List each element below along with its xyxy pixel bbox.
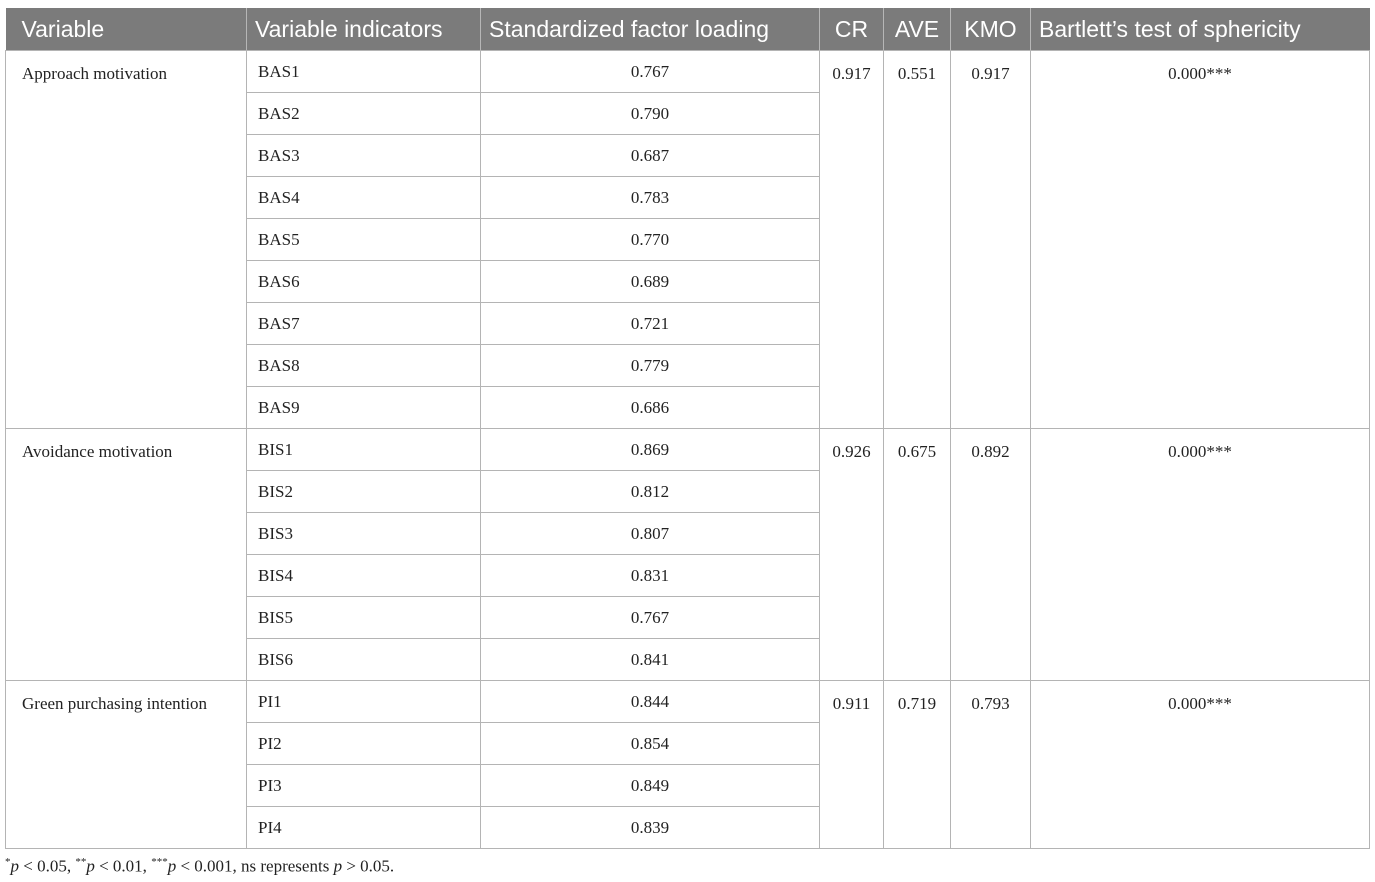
- header-bartlett-test: Bartlett’s test of sphericity: [1031, 8, 1370, 51]
- factor-loading-cell: 0.812: [481, 471, 820, 513]
- variable-name-cell: Green purchasing intention: [6, 681, 247, 849]
- header-row: [6, 8, 1370, 51]
- reliability-validity-table: [5, 8, 1370, 849]
- factor-loading-cell: 0.767: [481, 51, 820, 93]
- factor-loading-cell: 0.779: [481, 345, 820, 387]
- cr-cell: 0.917: [820, 51, 884, 429]
- factor-loading-cell: 0.854: [481, 723, 820, 765]
- indicator-cell: BAS9: [247, 387, 481, 429]
- table-body: [6, 51, 1370, 849]
- indicator-cell: BIS4: [247, 555, 481, 597]
- variable-name-cell: Avoidance motivation: [6, 429, 247, 681]
- indicator-cell: BAS6: [247, 261, 481, 303]
- footnote-star-2: **: [75, 856, 87, 868]
- factor-loading-cell: 0.790: [481, 93, 820, 135]
- indicator-cell: BAS2: [247, 93, 481, 135]
- indicator-cell: BAS4: [247, 177, 481, 219]
- ave-cell: 0.719: [884, 681, 951, 849]
- factor-loading-cell: 0.767: [481, 597, 820, 639]
- footnote-text-2: < 0.01,: [94, 856, 152, 876]
- table-header: [6, 8, 1370, 51]
- kmo-cell: 0.892: [951, 429, 1031, 681]
- footnote-p-2: p: [86, 856, 95, 876]
- indicator-cell: PI2: [247, 723, 481, 765]
- indicator-cell: BIS3: [247, 513, 481, 555]
- bartlett-cell: 0.000***: [1031, 681, 1370, 849]
- indicator-cell: PI1: [247, 681, 481, 723]
- footnote-p-4: p: [333, 856, 343, 876]
- footnote-text-4: > 0.05.: [342, 856, 395, 876]
- factor-loading-cell: 0.844: [481, 681, 820, 723]
- ave-cell: 0.551: [884, 51, 951, 429]
- factor-loading-cell: 0.839: [481, 807, 820, 849]
- factor-loading-cell: 0.721: [481, 303, 820, 345]
- table-row: [6, 51, 1370, 93]
- factor-loading-cell: 0.687: [481, 135, 820, 177]
- factor-loading-cell: 0.807: [481, 513, 820, 555]
- kmo-cell: 0.793: [951, 681, 1031, 849]
- header-ave: AVE: [884, 8, 951, 51]
- header-kmo: KMO: [951, 8, 1031, 51]
- factor-loading-cell: 0.689: [481, 261, 820, 303]
- table-footnote: [5, 856, 394, 877]
- indicator-cell: BIS5: [247, 597, 481, 639]
- indicator-cell: BAS3: [247, 135, 481, 177]
- indicator-cell: BAS7: [247, 303, 481, 345]
- ave-cell: 0.675: [884, 429, 951, 681]
- footnote-star-1: *: [5, 856, 11, 868]
- footnote-p-3: p: [167, 856, 177, 876]
- factor-loading-cell: 0.770: [481, 219, 820, 261]
- table-row: [6, 681, 1370, 723]
- factor-loading-cell: 0.849: [481, 765, 820, 807]
- factor-loading-cell: 0.869: [481, 429, 820, 471]
- indicator-cell: BIS1: [247, 429, 481, 471]
- indicator-cell: PI3: [247, 765, 481, 807]
- factor-loading-cell: 0.783: [481, 177, 820, 219]
- variable-name-cell: Approach motivation: [6, 51, 247, 429]
- indicator-cell: PI4: [247, 807, 481, 849]
- footnote-text-3: < 0.001, ns represents: [176, 856, 334, 876]
- header-variable-indicators: Variable indicators: [247, 8, 481, 51]
- indicator-cell: BAS8: [247, 345, 481, 387]
- indicator-cell: BAS1: [247, 51, 481, 93]
- footnote-text-1: < 0.05,: [19, 856, 76, 876]
- factor-loading-cell: 0.831: [481, 555, 820, 597]
- bartlett-cell: 0.000***: [1031, 51, 1370, 429]
- footnote-star-3: ***: [151, 856, 168, 868]
- bartlett-cell: 0.000***: [1031, 429, 1370, 681]
- header-variable: Variable: [6, 8, 247, 51]
- table-row: [6, 429, 1370, 471]
- factor-loading-cell: 0.841: [481, 639, 820, 681]
- header-cr: CR: [820, 8, 884, 51]
- cr-cell: 0.911: [820, 681, 884, 849]
- factor-loading-cell: 0.686: [481, 387, 820, 429]
- cr-cell: 0.926: [820, 429, 884, 681]
- indicator-cell: BAS5: [247, 219, 481, 261]
- indicator-cell: BIS6: [247, 639, 481, 681]
- kmo-cell: 0.917: [951, 51, 1031, 429]
- footnote-p-1: p: [10, 856, 19, 876]
- indicator-cell: BIS2: [247, 471, 481, 513]
- reliability-validity-table-container: [5, 8, 1369, 849]
- header-standardized-factor-loading: Standardized factor loading: [481, 8, 820, 51]
